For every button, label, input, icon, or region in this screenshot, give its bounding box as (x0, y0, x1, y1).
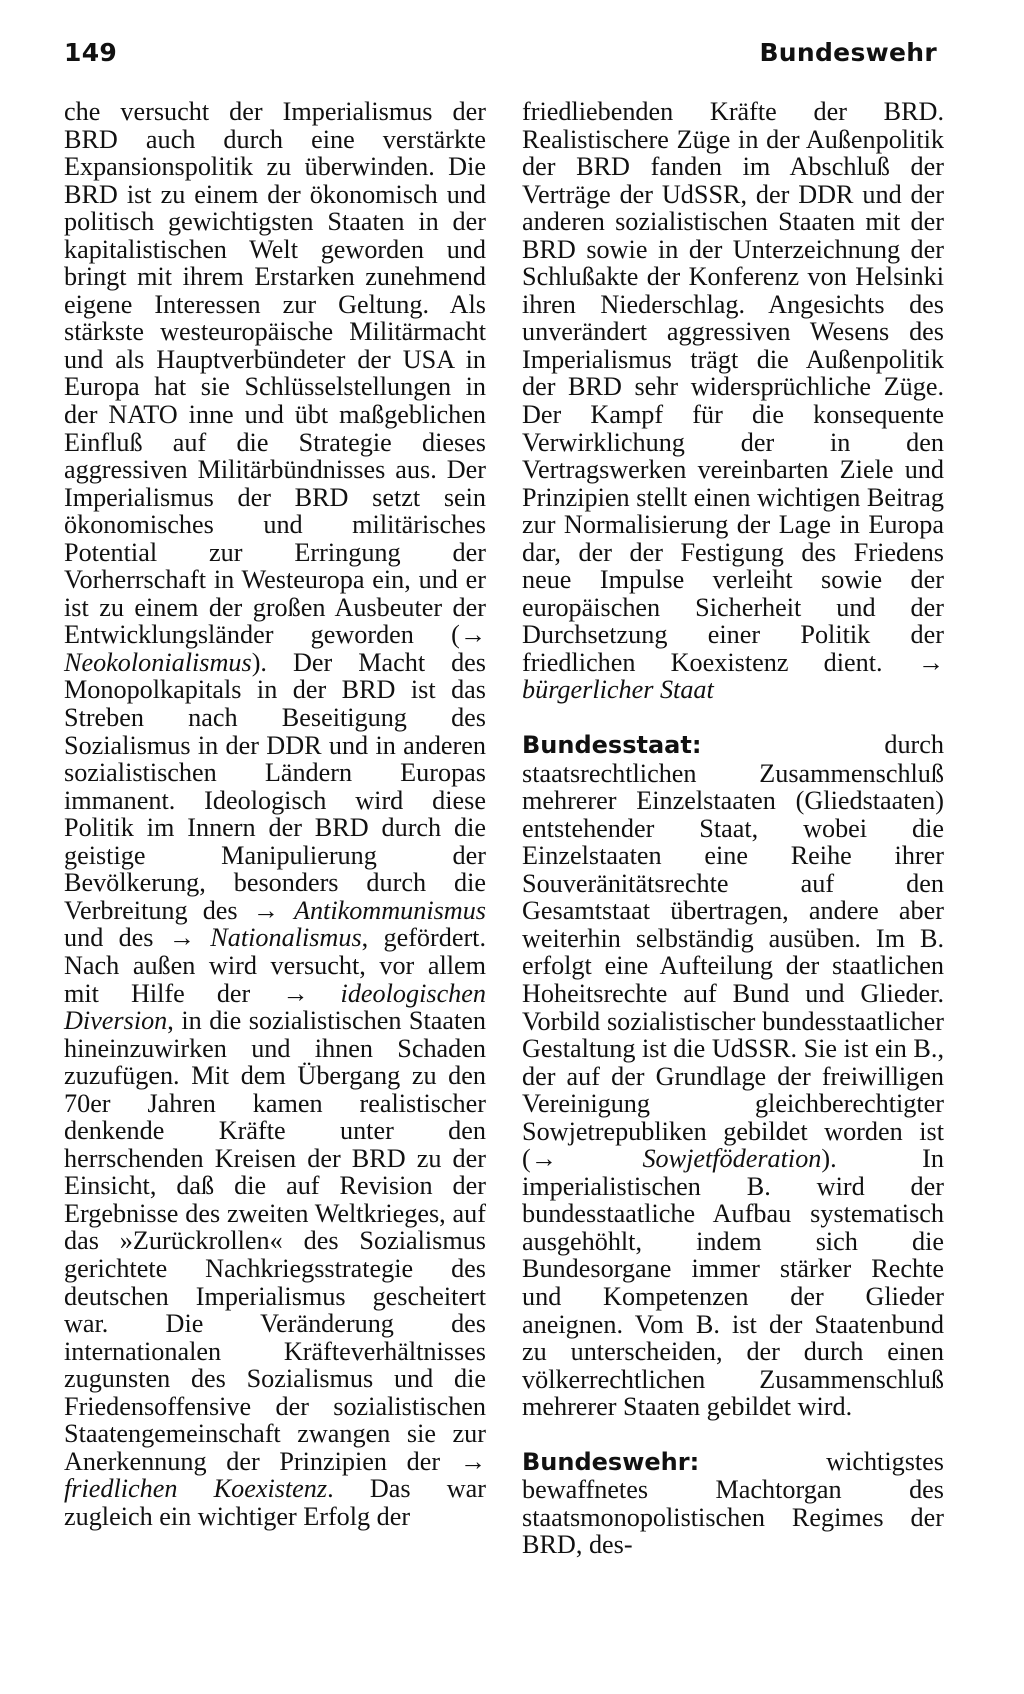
text-segment: , gefördert. Nach außen wird versucht, vor allem mit Hilfe der (64, 923, 487, 1008)
entry-continuation-paragraph (522, 98, 944, 704)
cross-reference-arrow-icon: → (168, 923, 195, 953)
cross-reference-neokolonialismus[interactable]: Neokolonialismus (64, 647, 252, 677)
cross-reference-arrow-icon: → (459, 1446, 486, 1476)
entry-bundesstaat (522, 731, 944, 1421)
entry-headword: Bundeswehr: (522, 1447, 700, 1476)
text-segment: friedliebenden Kräfte der BRD. Realistischere Züge in der Außenpolitik der BRD fanden im Abschluß der Verträge der UdSSR, der DDR und der anderen sozialistischen Staaten mit der BRD sowie in der Unterzeichnung der Schlußakte der Konferenz von Helsinki ihren Niederschlag. Angesichts des unverändert aggressiven Wesens des Imperialismus trägt die Außenpolitik der BRD sehr widersprüchliche Züge. Der Kampf für die konsequente Verwirklichung der in den Vertragswerken vereinbarten Ziele und Prinzipien stellt einen wichtigen Beitrag zur Normalisierung der Lage in Europa dar, der der Festigung des Friedens neue Impulse verleiht sowie der europäischen Sicherheit und der Durchsetzung einer Politik der friedlichen Koexistenz dient. (522, 97, 944, 677)
running-head-title: Bundeswehr (759, 38, 937, 67)
entry-headword: Bundesstaat: (522, 731, 702, 760)
cross-reference-ideologische-diversion[interactable]: ideologischen Diversion (64, 978, 486, 1036)
cross-reference-sowjetfoederation[interactable]: Sowjetföderation (642, 1144, 822, 1174)
cross-reference-arrow-icon: → (252, 895, 279, 925)
text-segment: ). Der Macht des Monopolkapitals in der BRD ist das Streben nach Beseitigung des Sozialismus in der DDR und in anderen sozialistischen Ländern Europas immanent. Ideologisch wird diese Politik im Innern der BRD durch die geistige Manipulierung der Bevölkerung, besonders durch die Verbreitung des (64, 647, 486, 925)
cross-reference-arrow-icon: → (917, 647, 944, 677)
text-segment: durch staatsrechtlichen Zusammenschluß mehrerer Einzelstaaten (Gliedstaaten) entstehender Staat, wobei die Einzelstaaten eine Reihe ihrer Souveränitätsrechte auf den Gesamtstaat übertragen, andere aber weiterhin selbständig ausüben. Im B. erfolgt eine Aufteilung der staatlichen Hoheitsrechte auf Bund und Glieder. Vorbild sozialistischer bundesstaatlicher Gestaltung ist die UdSSR. Sie ist ein B., der auf der Grundlage der freiwilligen Vereinigung gleichberechtigter Sowjetrepubliken gebildet worden ist ( (522, 730, 944, 1174)
page-number: 149 (64, 38, 118, 67)
cross-reference-antikommunismus[interactable]: Antikommunismus (293, 895, 486, 925)
text-segment: . Das war zugleich ein wichtiger Erfolg der (64, 1474, 486, 1531)
text-segment: und des (64, 923, 169, 953)
cross-reference-arrow-icon: → (530, 1144, 557, 1174)
left-column (64, 98, 486, 1530)
text-segment: ). In imperialistischen B. wird der bundesstaatliche Aufbau systematisch ausgehöhlt, indem sich die Bundesorgane immer stärker Rechte und Kompetenzen der Glieder aneignen. Vom B. ist der Staatenbund zu unterscheiden, der durch einen völkerrechtlichen Zusammenschluß mehrerer Staaten gebildet wird. (522, 1144, 944, 1422)
text-segment: , in die sozialistischen Staaten hineinzuwirken und ihnen Schaden zuzufügen. Mit dem Übergang zu den 70er Jahren kamen realistischer denkende Kräfte unter den herrschenden Kreisen der BRD zu der Einsicht, daß die auf Revision der Ergebnisse des zweiten Weltkrieges, auf das »Zurückrollen« des Sozialismus gerichtete Nachkriegsstrategie des deutschen Imperialismus gescheitert war. Die Veränderung des internationalen Kräfteverhältnisses zugunsten des Sozialismus und die Friedensoffensive der sozialistischen Staatengemeinschaft zwangen sie zur Anerkennung der Prinzipien der (64, 1006, 486, 1476)
cross-reference-nationalismus[interactable]: Nationalismus (210, 923, 362, 953)
cross-reference-buergerlicher-staat[interactable]: bürgerlicher Staat (522, 675, 714, 705)
text-segment: che versucht der Imperialismus der BRD auch durch eine verstärkte Expansionspolitik zu überwinden. Die BRD ist zu einem der ökonomisch und politisch gewichtigsten Staaten in der kapitalistischen Welt geworden und bringt mit ihrem Erstarken zunehmend eigene Interessen zur Geltung. Als stärkste westeuropäische Militärmacht und als Hauptverbündeter der USA in Europa hat sie Schlüsselstellungen in der NATO inne und übt maßgeblichen Einfluß auf die Strategie dieses aggressiven Militärbündnisses aus. Der Imperialismus der BRD setzt sein ökonomisches und militärisches Potential zur Erringung der Vorherrschaft in Westeuropa ein, und er ist zu einem der großen Ausbeuter der Entwicklungsländer geworden ( (64, 97, 486, 650)
entry-continuation-paragraph (64, 98, 486, 1530)
cross-reference-arrow-icon: → (282, 978, 309, 1008)
cross-reference-arrow-icon: → (459, 620, 486, 650)
entry-bundeswehr (522, 1448, 944, 1559)
right-column (522, 98, 944, 1559)
cross-reference-friedliche-koexistenz[interactable]: friedlichen Koexistenz (64, 1474, 328, 1504)
text-segment: wichtigstes bewaffnetes Machtorgan des staatsmonopolistischen Regimes der BRD, des- (522, 1446, 944, 1560)
